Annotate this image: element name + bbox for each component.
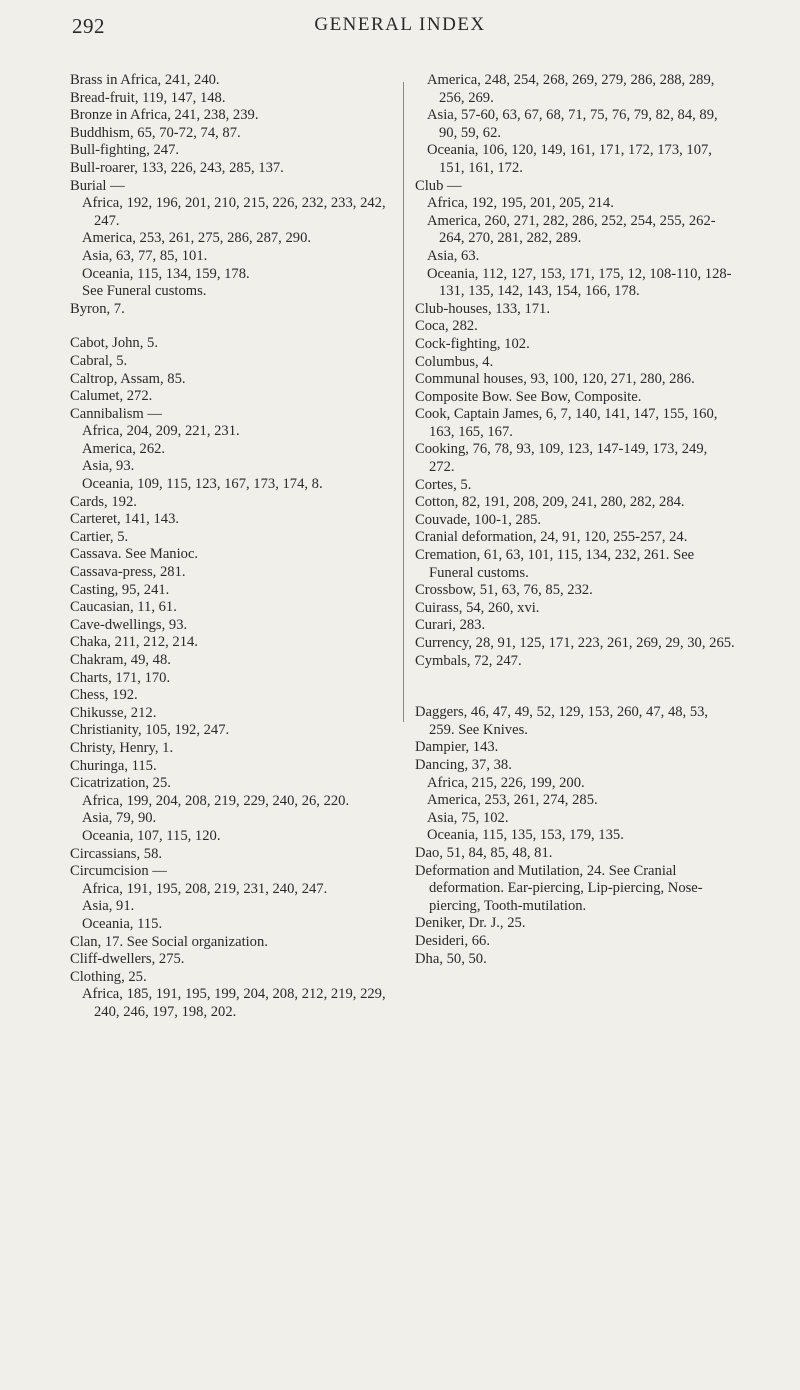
index-entry: Columbus, 4. bbox=[415, 353, 494, 370]
index-entry: Caucasian, 11, 61. bbox=[70, 599, 177, 616]
index-entry: Cannibalism — bbox=[70, 405, 163, 422]
index-entry: Chaka, 211, 212, 214. bbox=[70, 634, 198, 651]
index-subentry: Asia, 63, 77, 85, 101. bbox=[82, 247, 208, 264]
index-subentry: Asia, 75, 102. bbox=[427, 809, 509, 826]
page-header bbox=[60, 14, 740, 42]
index-entry: Cotton, 82, 191, 208, 209, 241, 280, 282, 284. bbox=[415, 494, 685, 511]
index-entry: Cartier, 5. bbox=[70, 528, 129, 545]
index-subentry: Asia, 63. bbox=[427, 247, 480, 264]
index-entry: Club-houses, 133, 171. bbox=[415, 300, 550, 317]
index-entry: Communal houses, 93, 100, 120, 271, 280, 286. bbox=[415, 371, 695, 388]
index-entry: Couvade, 100-1, 285. bbox=[415, 511, 542, 528]
index-entry: Dha, 50, 50. bbox=[415, 950, 487, 967]
index-entry: Chikusse, 212. bbox=[70, 704, 157, 721]
index-entry: Cortes, 5. bbox=[415, 476, 472, 493]
index-entry: Composite Bow. See Bow, Composite. bbox=[415, 388, 642, 405]
index-entry: Coca, 282. bbox=[415, 318, 478, 335]
index-entry: Cremation, 61, 63, 101, 115, 134, 232, 261. See Funeral customs. bbox=[415, 547, 695, 581]
index-entry: Chakram, 49, 48. bbox=[70, 652, 171, 668]
index-entry: Curari, 283. bbox=[415, 617, 486, 634]
index-entry: Currency, 28, 91, 125, 171, 223, 261, 269, 29, 30, 265. bbox=[415, 635, 735, 651]
index-entry: Cranial deformation, 24, 91, 120, 255-257, 24. bbox=[415, 529, 688, 546]
index-subentry: Africa, 191, 195, 208, 219, 231, 240, 247. bbox=[82, 880, 328, 897]
index-subentry: America, 262. bbox=[82, 440, 166, 457]
index-gap bbox=[70, 318, 390, 335]
index-entry: Buddhism, 65, 70-72, 74, 87. bbox=[70, 124, 241, 141]
index-subentry: Asia, 93. bbox=[82, 458, 135, 475]
index-subentry: Africa, 185, 191, 195, 199, 204, 208, 212, 219, 229, 240, 246, 197, 198, 202. bbox=[82, 986, 386, 1020]
index-entry: Cassava-press, 281. bbox=[70, 564, 186, 581]
index-entry: Cassava. See Manioc. bbox=[70, 546, 199, 563]
index-subentry: Asia, 79, 90. bbox=[82, 810, 157, 827]
index-entry: Churinga, 115. bbox=[70, 757, 157, 774]
index-entry: Byron, 7. bbox=[70, 300, 125, 317]
index-entry: Cliff-dwellers, 275. bbox=[70, 951, 185, 968]
index-gap bbox=[415, 687, 735, 704]
index-entry: Clothing, 25. bbox=[70, 968, 147, 985]
index-subentry: See Funeral customs. bbox=[82, 283, 207, 300]
index-entry: Club — bbox=[415, 177, 462, 194]
index-subentry: America, 253, 261, 274, 285. bbox=[427, 792, 598, 809]
index-subentry: Oceania, 112, 127, 153, 171, 175, 12, 108-110, 128-131, 135, 142, 143, 154, 166, 178. bbox=[427, 265, 732, 300]
index-subentry: Africa, 192, 195, 201, 205, 214. bbox=[427, 195, 614, 212]
index-column-left bbox=[70, 72, 390, 1021]
index-entry: Bull-roarer, 133, 226, 243, 285, 137. bbox=[70, 159, 284, 176]
index-subentry: Africa, 192, 196, 201, 210, 215, 226, 232, 233, 242, 247. bbox=[82, 195, 386, 229]
page-number: 292 bbox=[72, 14, 105, 38]
index-entry: Circassians, 58. bbox=[70, 845, 163, 862]
index-subentry: America, 253, 261, 275, 286, 287, 290. bbox=[82, 230, 312, 247]
index-entry: Deniker, Dr. J., 25. bbox=[415, 915, 526, 932]
index-subentry: Africa, 199, 204, 208, 219, 229, 240, 26, 220. bbox=[82, 792, 350, 809]
index-entry: Cicatrization, 25. bbox=[70, 775, 171, 792]
index-entry: Cards, 192. bbox=[70, 493, 137, 510]
index-entry: Cabot, John, 5. bbox=[70, 335, 158, 352]
index-entry: Crossbow, 51, 63, 76, 85, 232. bbox=[415, 582, 593, 599]
index-entry: Cooking, 76, 78, 93, 109, 123, 147-149, 173, 249, 272. bbox=[415, 441, 708, 476]
index-entry: Cuirass, 54, 260, xvi. bbox=[415, 599, 540, 616]
index-entry: Charts, 171, 170. bbox=[70, 669, 171, 686]
index-entry: Clan, 17. See Social organization. bbox=[70, 933, 268, 950]
index-entry: Christianity, 105, 192, 247. bbox=[70, 722, 230, 739]
index-entry: Dao, 51, 84, 85, 48, 81. bbox=[415, 844, 553, 861]
index-entry: Casting, 95, 241. bbox=[70, 581, 170, 598]
index-subentry: Oceania, 109, 115, 123, 167, 173, 174, 8. bbox=[82, 476, 323, 493]
index-subentry: Africa, 215, 226, 199, 200. bbox=[427, 774, 585, 791]
index-subentry: America, 248, 254, 268, 269, 279, 286, 288, 289, 256, 269. bbox=[427, 72, 715, 106]
index-gap bbox=[415, 670, 735, 687]
column-divider bbox=[403, 82, 404, 722]
index-entry: Cock-fighting, 102. bbox=[415, 335, 530, 352]
index-entry: Calumet, 272. bbox=[70, 388, 153, 405]
index-entry: Cymbals, 72, 247. bbox=[415, 652, 522, 669]
index-entry: Bronze in Africa, 241, 238, 239. bbox=[70, 107, 259, 124]
index-subentry: Oceania, 106, 120, 149, 161, 171, 172, 173, 107, 151, 161, 172. bbox=[427, 142, 712, 176]
index-entry: Cook, Captain James, 6, 7, 140, 141, 147, 155, 160, 163, 165, 167. bbox=[415, 406, 718, 440]
index-entry: Bread-fruit, 119, 147, 148. bbox=[70, 89, 226, 106]
index-subentry: Asia, 91. bbox=[82, 898, 135, 915]
index-column-right bbox=[415, 72, 735, 968]
index-entry: Cabral, 5. bbox=[70, 352, 128, 369]
index-entry: Carteret, 141, 143. bbox=[70, 511, 180, 528]
index-entry: Chess, 192. bbox=[70, 687, 138, 704]
index-entry: Cave-dwellings, 93. bbox=[70, 616, 188, 633]
index-subentry: Oceania, 115. bbox=[82, 915, 163, 932]
running-head: GENERAL INDEX bbox=[314, 14, 486, 35]
index-entry: Burial — bbox=[70, 177, 125, 194]
index-entry: Caltrop, Assam, 85. bbox=[70, 370, 186, 387]
index-subentry: Africa, 204, 209, 221, 231. bbox=[82, 423, 240, 440]
index-subentry: Asia, 57-60, 63, 67, 68, 71, 75, 76, 79, 82, 84, 89, 90, 59, 62. bbox=[427, 107, 718, 141]
index-entry: Desideri, 66. bbox=[415, 932, 490, 949]
index-entry: Circumcision — bbox=[70, 863, 167, 880]
index-subentry: Oceania, 115, 135, 153, 179, 135. bbox=[427, 827, 624, 844]
index-subentry: Oceania, 115, 134, 159, 178. bbox=[82, 265, 250, 282]
index-entry: Daggers, 46, 47, 49, 52, 129, 153, 260, 47, 48, 53, 259. See Knives. bbox=[415, 704, 709, 738]
index-entry: Deformation and Mutilation, 24. See Cranial deformation. Ear-piercing, Lip-piercing, Nose-piercing, Tooth-mutilation. bbox=[415, 862, 703, 914]
index-entry: Dancing, 37, 38. bbox=[415, 756, 512, 773]
index-subentry: Oceania, 107, 115, 120. bbox=[82, 827, 221, 844]
index-entry: Christy, Henry, 1. bbox=[70, 739, 174, 756]
index-entry: Dampier, 143. bbox=[415, 739, 499, 756]
index-entry: Brass in Africa, 241, 240. bbox=[70, 72, 220, 88]
index-subentry: America, 260, 271, 282, 286, 252, 254, 255, 262-264, 270, 281, 282, 289. bbox=[427, 212, 716, 247]
index-entry: Bull-fighting, 247. bbox=[70, 142, 180, 159]
